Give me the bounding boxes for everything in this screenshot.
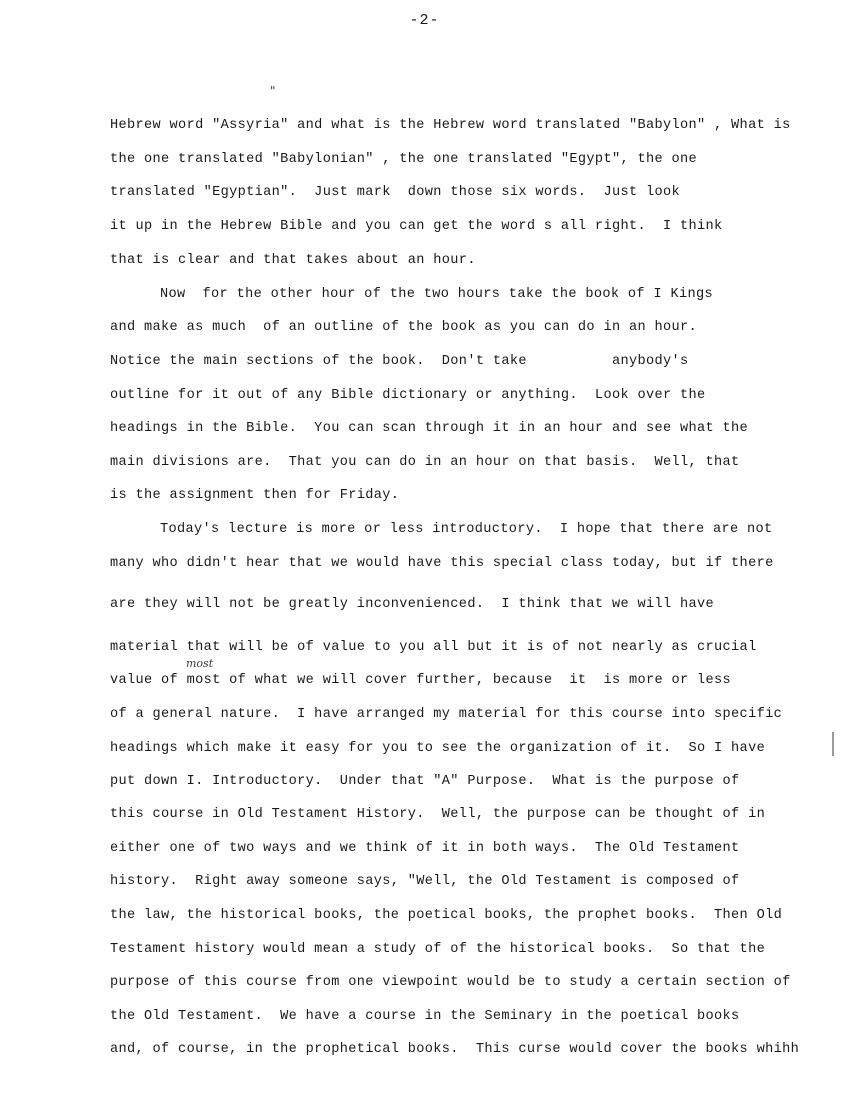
text-line: Testament history would mean a study of of the historical books. So that the: [110, 942, 766, 957]
text-line: are they will not be greatly inconvenienced. I think that we will have: [110, 597, 715, 612]
text-line: main divisions are. That you can do in an hour on that basis. Well, that: [110, 455, 740, 470]
text-line: and, of course, in the prophetical books. This curse would cover the books whihh: [110, 1042, 800, 1057]
text-line: this course in Old Testament History. Well, the purpose can be thought of in: [110, 807, 766, 822]
text-line: the law, the historical books, the poetical books, the prophet books. Then Old: [110, 908, 783, 923]
text-line: Notice the main sections of the book. Don't take anybody's: [110, 354, 689, 369]
text-line: outline for it out of any Bible dictionary or anything. Look over the: [110, 388, 706, 403]
text-line: is the assignment then for Friday.: [110, 488, 400, 503]
text-line: many who didn't hear that we would have this special class today, but if there: [110, 556, 774, 571]
text-line: that is clear and that takes about an hour.: [110, 253, 476, 268]
scan-edge-mark: [832, 732, 834, 756]
text-line: either one of two ways and we think of it in both ways. The Old Testament: [110, 841, 740, 856]
paragraph-start-line: Today's lecture is more or less introductory. I hope that there are not: [160, 522, 773, 537]
text-line: history. Right away someone says, "Well, the Old Testament is composed of: [110, 874, 740, 889]
text-line: it up in the Hebrew Bible and you can get the word s all right. I think: [110, 219, 723, 234]
text-line: material that will be of value to you all but it is of not nearly as crucial: [110, 640, 757, 655]
text-line: headings which make it easy for you to see the organization of it. So I have: [110, 741, 766, 756]
page-number: -2-: [409, 12, 440, 29]
text-line: purpose of this course from one viewpoint would be to study a certain section of: [110, 975, 791, 990]
text-line: headings in the Bible. You can scan through it in an hour and see what the: [110, 421, 749, 436]
text-line: and make as much of an outline of the book as you can do in an hour.: [110, 320, 698, 335]
text-line: translated "Egyptian". Just mark down those six words. Just look: [110, 185, 681, 200]
text-line: Hebrew word "Assyria" and what is the Hebrew word translated "Babylon" , What is: [110, 118, 791, 133]
handwritten-quote-mark: ": [270, 84, 276, 98]
handwritten-note-most: most: [186, 657, 214, 670]
paragraph-start-line: Now for the other hour of the two hours take the book of I Kings: [160, 287, 713, 302]
text-line: of a general nature. I have arranged my material for this course into specific: [110, 707, 783, 722]
text-line: put down I. Introductory. Under that "A" Purpose. What is the purpose of: [110, 774, 740, 789]
text-line: the Old Testament. We have a course in the Seminary in the poetical books: [110, 1009, 740, 1024]
text-line: value of most of what we will cover further, because it is more or less: [110, 673, 732, 688]
text-line: the one translated "Babylonian" , the one translated "Egypt", the one: [110, 152, 698, 167]
